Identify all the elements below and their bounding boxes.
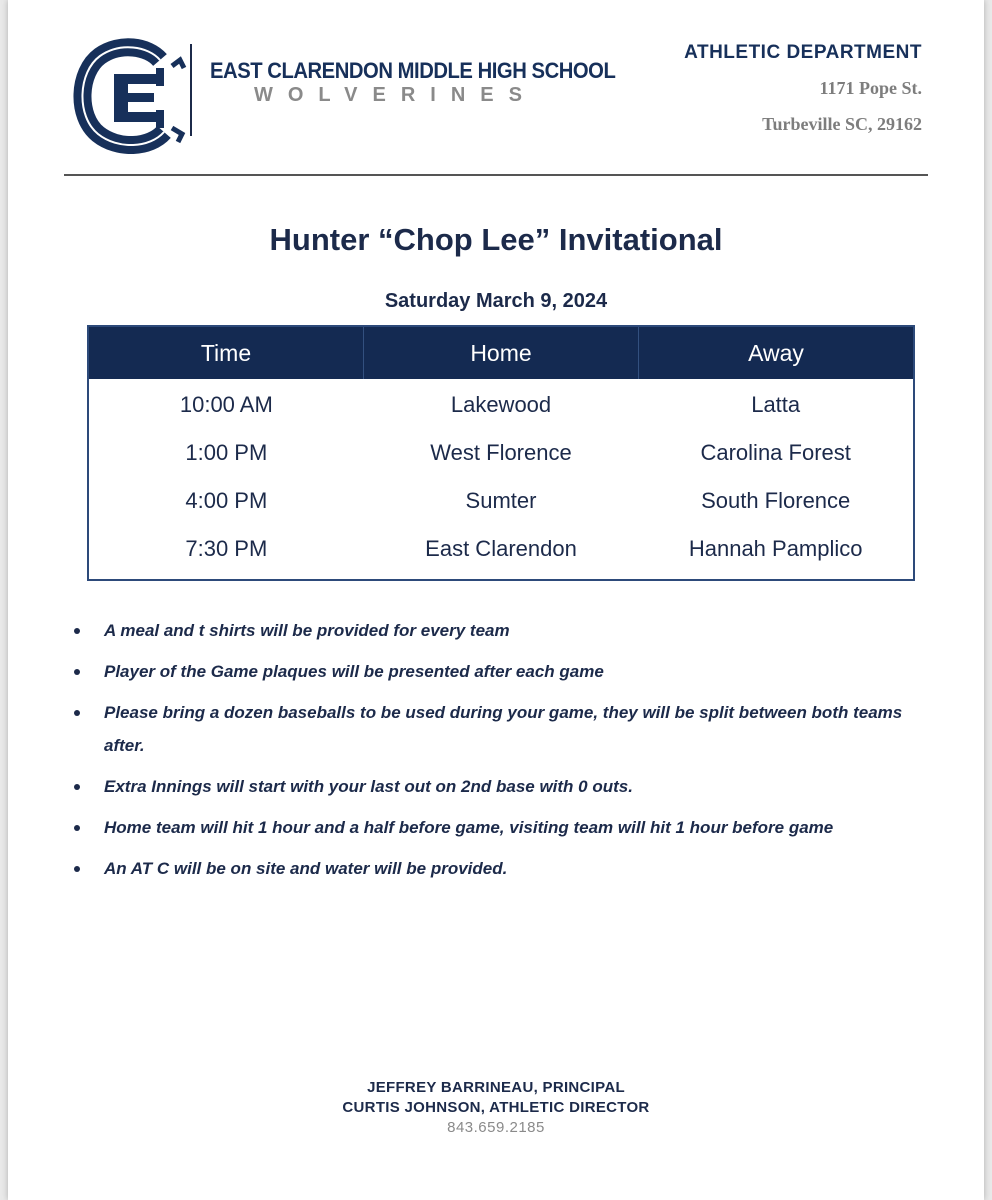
document-page [8,0,984,1200]
note-text: Player of the Game plaques will be presented after each game [104,662,604,681]
address-city: Turbeville SC, 29162 [762,114,922,134]
away-team: South Florence [701,488,851,513]
note-text: A meal and t shirts will be provided for every team [104,621,510,640]
away-team: Hannah Pamplico [688,536,863,561]
mascot-name: WOLVERINES [254,84,537,106]
home-team: East Clarendon [425,536,577,561]
list-item [70,770,930,803]
header-rule [64,174,928,176]
school-name: EAST CLARENDON MIDDLE HIGH SCHOOL [210,58,616,83]
event-date: Saturday March 9, 2024 [384,290,608,312]
phone-number: 843.659.2185 [447,1119,545,1136]
bullet-icon [74,710,80,716]
column-header-home: Home [364,327,639,379]
table-row [89,477,913,525]
schedule-header-row [89,327,913,379]
game-time: 4:00 PM [185,488,268,513]
schedule-table [87,325,915,581]
bullet-icon [74,628,80,634]
table-row [89,381,913,429]
header-divider [190,44,192,136]
list-item [70,614,930,647]
address-street: 1171 Pope St. [819,78,922,98]
schedule-body [89,379,913,573]
note-text: Extra Innings will start with your last out on 2nd base with 0 outs. [104,777,633,796]
note-text: Home team will hit 1 hour and a half before game, visiting team will hit 1 hour before game [104,818,834,837]
signature-footer [8,1078,984,1138]
column-header-time: Time [89,327,364,379]
bullet-icon [74,825,80,831]
bullet-icon [74,866,80,872]
athletic-director-name: CURTIS JOHNSON, ATHLETIC DIRECTOR [342,1099,650,1116]
list-item [70,696,930,762]
list-item [70,655,930,688]
game-time: 10:00 AM [179,392,273,417]
event-title: Hunter “Chop Lee” Invitational [269,222,723,257]
away-team: Latta [751,392,801,417]
home-team: West Florence [430,440,572,465]
list-item [70,811,930,844]
department-name: ATHLETIC DEPARTMENT [684,42,922,63]
table-row [89,429,913,477]
home-team: Lakewood [450,392,552,417]
note-text: Please bring a dozen baseballs to be used during your game, they will be split between both teams after. [104,703,903,755]
away-team: Carolina Forest [700,440,851,465]
bullet-icon [74,669,80,675]
list-item [70,852,930,885]
home-team: Sumter [465,488,537,513]
ec-monogram-logo [68,38,188,154]
bullet-icon [74,784,80,790]
column-header-away: Away [748,339,804,366]
note-text: An AT C will be on site and water will be provided. [104,859,508,878]
game-time: 1:00 PM [185,440,268,465]
notes-list [70,614,930,893]
game-time: 7:30 PM [185,536,268,561]
principal-name: JEFFREY BARRINEAU, PRINCIPAL [367,1079,625,1096]
table-row [89,525,913,573]
